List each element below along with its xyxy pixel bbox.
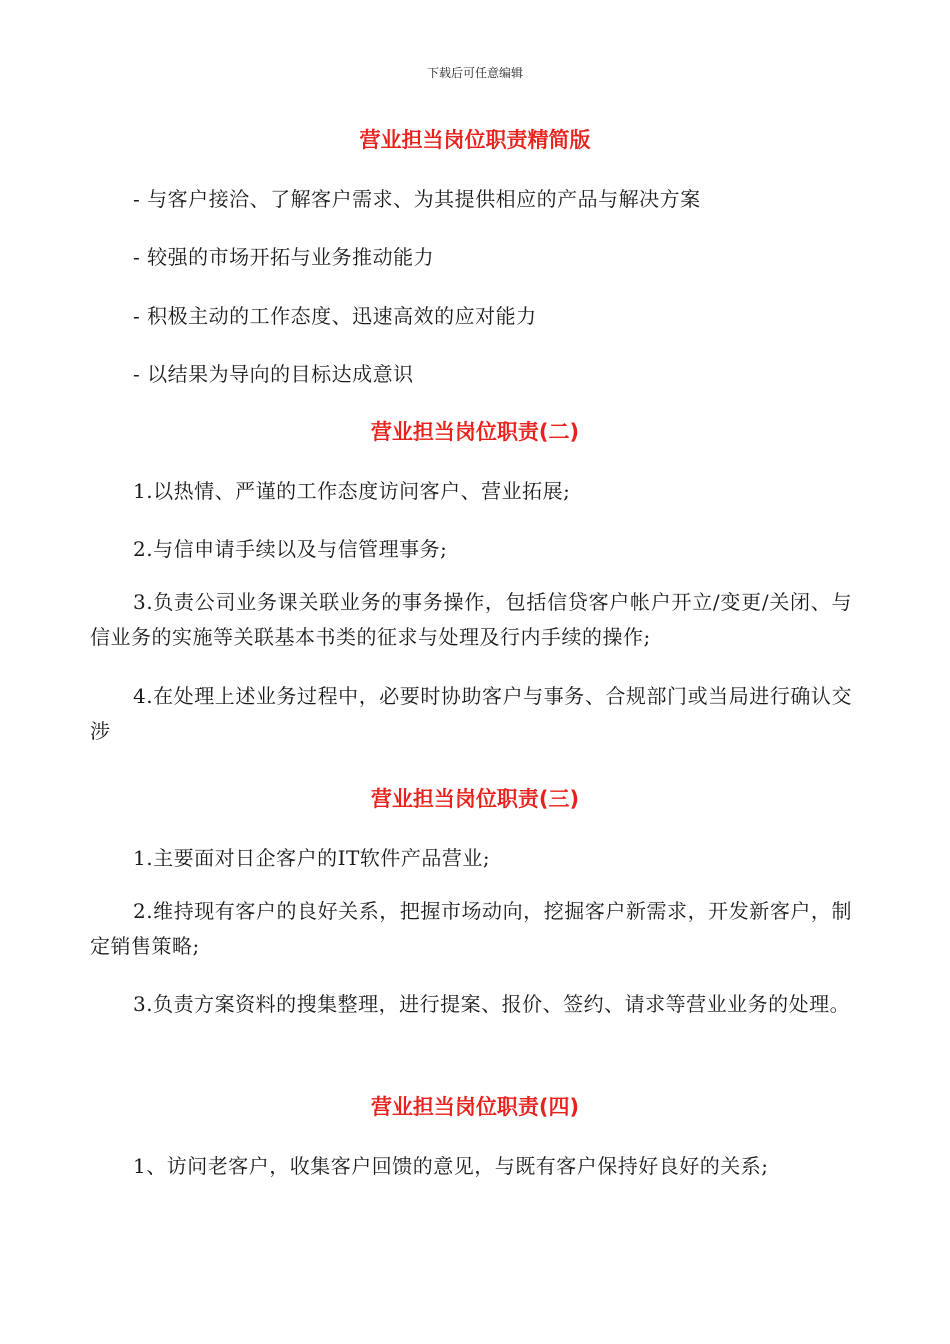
list-item: 1.以热情、严谨的工作态度访问客户、营业拓展; [133, 479, 571, 503]
list-item: - 与客户接洽、了解客户需求、为其提供相应的产品与解决方案 [133, 187, 701, 211]
section-title-2: 营业担当岗位职责(二) [370, 420, 580, 444]
section-title-4: 营业担当岗位职责(四) [370, 1095, 580, 1119]
paragraph: 3.负责公司业务课关联业务的事务操作，包括信贷客户帐户开立/变更/关闭、与信业务的实施等关联基本书类的征求与处理及行内手续的操作; [90, 590, 852, 649]
section-title-3: 营业担当岗位职责(三) [370, 787, 580, 811]
list-item: 2.与信申请手续以及与信管理事务; [133, 537, 448, 561]
section-title-1: 营业担当岗位职责精简版 [359, 128, 591, 152]
paragraph: 3.负责方案资料的搜集整理，进行提案、报价、签约、请求等营业业务的处理。 [133, 992, 851, 1016]
list-item: - 较强的市场开拓与业务推动能力 [133, 245, 435, 269]
list-item: 1、访问老客户，收集客户回馈的意见，与既有客户保持好良好的关系; [133, 1154, 769, 1178]
header-note: 下载后可任意编辑 [426, 66, 523, 80]
list-item: 1.主要面对日企客户的IT软件产品营业; [133, 846, 491, 870]
paragraph: 4.在处理上述业务过程中，必要时协助客户与事务、合规部门或当局进行确认交涉 [90, 684, 852, 743]
paragraph: 2.维持现有客户的良好关系，把握市场动向，挖掘客户新需求，开发新客户，制定销售策略; [90, 899, 852, 958]
list-item: - 积极主动的工作态度、迅速高效的应对能力 [133, 304, 537, 328]
list-item: - 以结果为导向的目标达成意识 [133, 362, 414, 386]
